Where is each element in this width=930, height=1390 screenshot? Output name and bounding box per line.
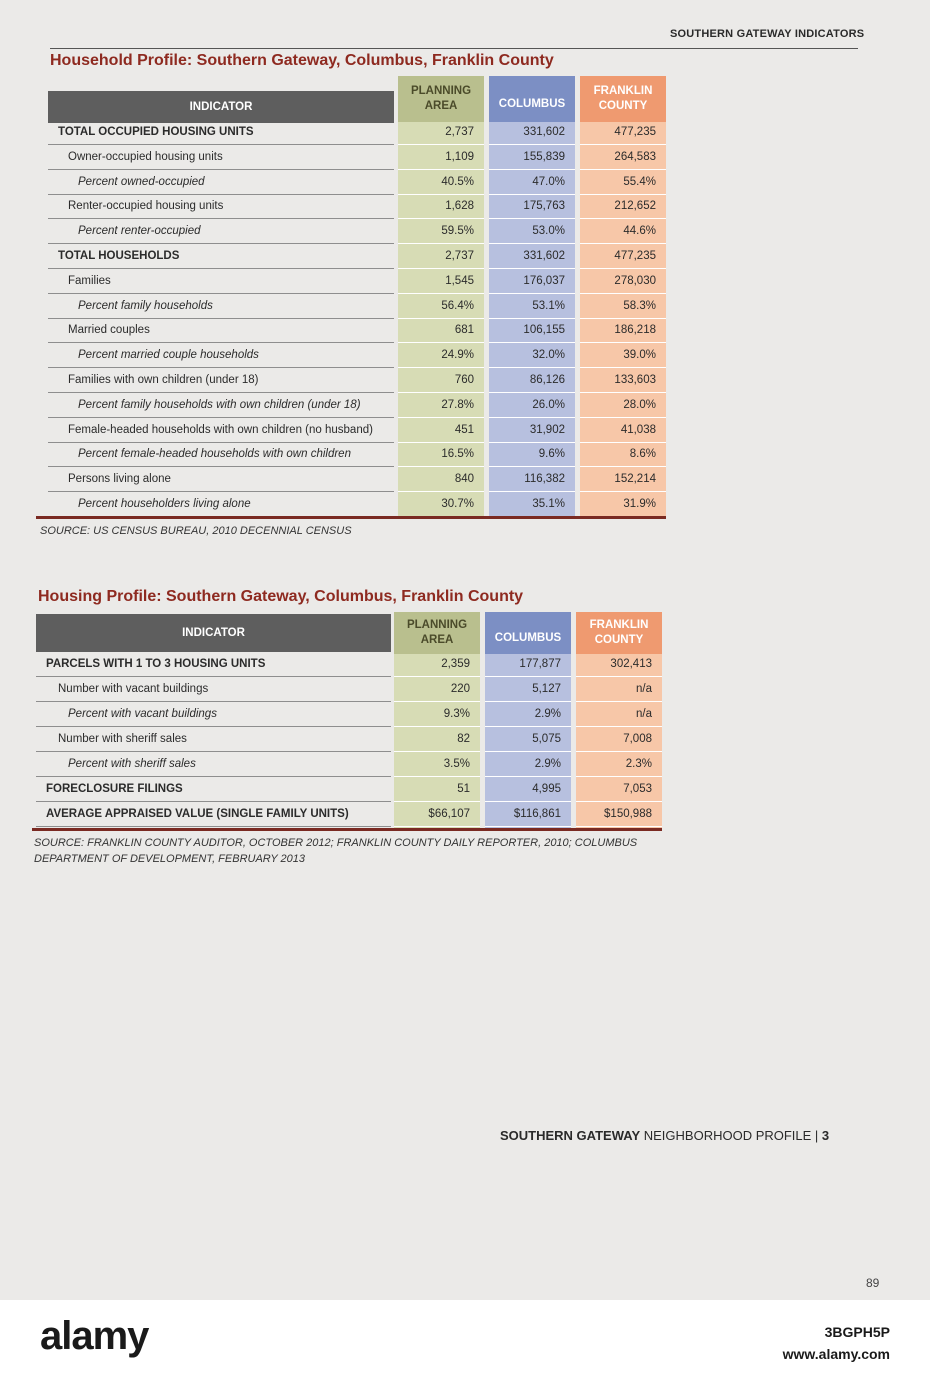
row-label: Number with vacant buildings bbox=[36, 677, 391, 702]
value-planning-area: 56.4% bbox=[398, 294, 484, 319]
value-planning-area: 1,109 bbox=[398, 145, 484, 170]
row-label: AVERAGE APPRAISED VALUE (SINGLE FAMILY UNITS) bbox=[36, 802, 391, 827]
housing-row bbox=[0, 727, 930, 752]
row-label: Percent renter-occupied bbox=[48, 219, 394, 244]
household-header-planning-area: PLANNING AREA bbox=[398, 76, 484, 122]
stock-id-block bbox=[783, 1322, 890, 1365]
housing-header-franklin-county: FRANKLIN COUNTY bbox=[576, 612, 662, 654]
row-label: Renter-occupied housing units bbox=[48, 194, 394, 219]
housing-header-indicator: INDICATOR bbox=[36, 614, 391, 652]
value-franklin-county: 152,214 bbox=[580, 467, 666, 492]
value-planning-area: 24.9% bbox=[398, 343, 484, 368]
row-label: Persons living alone bbox=[48, 467, 394, 492]
value-franklin-county: 31.9% bbox=[580, 492, 666, 517]
housing-row bbox=[0, 702, 930, 727]
household-source: SOURCE: US CENSUS BUREAU, 2010 DECENNIAL CENSUS bbox=[40, 525, 352, 537]
value-franklin-county: n/a bbox=[576, 702, 662, 727]
value-planning-area: 3.5% bbox=[394, 752, 480, 777]
household-row bbox=[0, 194, 930, 219]
value-planning-area: 760 bbox=[398, 368, 484, 393]
housing-bottom-rule bbox=[32, 828, 662, 831]
value-planning-area: 51 bbox=[394, 777, 480, 802]
household-header-indicator: INDICATOR bbox=[48, 91, 394, 123]
value-franklin-county: 41,038 bbox=[580, 418, 666, 443]
value-franklin-county: $150,988 bbox=[576, 802, 662, 827]
value-franklin-county: 28.0% bbox=[580, 393, 666, 418]
household-table-title: Household Profile: Southern Gateway, Columbus, Franklin County bbox=[50, 52, 554, 69]
housing-row bbox=[0, 802, 930, 827]
value-planning-area: 1,545 bbox=[398, 269, 484, 294]
value-franklin-county: n/a bbox=[576, 677, 662, 702]
row-label: Percent family households with own children (under 18) bbox=[48, 393, 394, 418]
housing-header-planning-area: PLANNING AREA bbox=[394, 612, 480, 654]
value-columbus: 116,382 bbox=[489, 467, 575, 492]
value-franklin-county: 477,235 bbox=[580, 244, 666, 269]
value-franklin-county: 264,583 bbox=[580, 145, 666, 170]
footer-page-number: 3 bbox=[821, 1128, 830, 1143]
value-franklin-county: 477,235 bbox=[580, 120, 666, 145]
value-franklin-county: 133,603 bbox=[580, 368, 666, 393]
household-row bbox=[0, 318, 930, 343]
value-planning-area: 82 bbox=[394, 727, 480, 752]
value-planning-area: 2,359 bbox=[394, 652, 480, 677]
value-columbus: 2.9% bbox=[485, 702, 571, 727]
value-columbus: 31,902 bbox=[489, 418, 575, 443]
row-label: Percent with sheriff sales bbox=[36, 752, 391, 777]
value-columbus: 5,127 bbox=[485, 677, 571, 702]
value-franklin-county: 8.6% bbox=[580, 442, 666, 467]
header-rule bbox=[50, 48, 858, 49]
row-label: TOTAL OCCUPIED HOUSING UNITS bbox=[48, 120, 394, 145]
household-row bbox=[0, 467, 930, 492]
value-columbus: $116,861 bbox=[485, 802, 571, 827]
value-columbus: 106,155 bbox=[489, 318, 575, 343]
value-columbus: 35.1% bbox=[489, 492, 575, 517]
value-planning-area: 16.5% bbox=[398, 442, 484, 467]
value-columbus: 32.0% bbox=[489, 343, 575, 368]
household-row bbox=[0, 343, 930, 368]
value-planning-area: 27.8% bbox=[398, 393, 484, 418]
value-columbus: 86,126 bbox=[489, 368, 575, 393]
value-columbus: 2.9% bbox=[485, 752, 571, 777]
row-label: Percent householders living alone bbox=[48, 492, 394, 517]
value-columbus: 26.0% bbox=[489, 393, 575, 418]
value-franklin-county: 2.3% bbox=[576, 752, 662, 777]
stock-logo: alamy bbox=[40, 1314, 149, 1358]
value-franklin-county: 7,053 bbox=[576, 777, 662, 802]
row-label: Owner-occupied housing units bbox=[48, 145, 394, 170]
housing-source: SOURCE: FRANKLIN COUNTY AUDITOR, OCTOBER 2012; FRANKLIN COUNTY DAILY REPORTER, 2010; COLUMBUS DEPARTMENT OF DEVELOPMENT, FEBRUARY 2013 bbox=[34, 837, 638, 865]
household-row bbox=[0, 244, 930, 269]
value-columbus: 4,995 bbox=[485, 777, 571, 802]
household-header-columbus: COLUMBUS bbox=[489, 76, 575, 122]
value-franklin-county: 44.6% bbox=[580, 219, 666, 244]
value-franklin-county: 55.4% bbox=[580, 170, 666, 195]
value-planning-area: 840 bbox=[398, 467, 484, 492]
value-columbus: 155,839 bbox=[489, 145, 575, 170]
row-label: Percent with vacant buildings bbox=[36, 702, 391, 727]
household-row bbox=[0, 269, 930, 294]
row-label: Percent married couple households bbox=[48, 343, 394, 368]
value-planning-area: 2,737 bbox=[398, 244, 484, 269]
footer-title: NEIGHBORHOOD PROFILE | bbox=[640, 1128, 822, 1143]
footer-title-bold: SOUTHERN GATEWAY bbox=[500, 1128, 641, 1143]
row-label: Families with own children (under 18) bbox=[48, 368, 394, 393]
row-label: Families bbox=[48, 269, 394, 294]
value-planning-area: 220 bbox=[394, 677, 480, 702]
housing-row bbox=[0, 677, 930, 702]
value-columbus: 175,763 bbox=[489, 194, 575, 219]
row-label: Percent owned-occupied bbox=[48, 170, 394, 195]
row-label: FORECLOSURE FILINGS bbox=[36, 777, 391, 802]
value-planning-area: $66,107 bbox=[394, 802, 480, 827]
value-planning-area: 9.3% bbox=[394, 702, 480, 727]
value-franklin-county: 278,030 bbox=[580, 269, 666, 294]
housing-row bbox=[0, 752, 930, 777]
value-columbus: 47.0% bbox=[489, 170, 575, 195]
household-row bbox=[0, 120, 930, 145]
row-label: Number with sheriff sales bbox=[36, 727, 391, 752]
value-columbus: 331,602 bbox=[489, 120, 575, 145]
row-label: PARCELS WITH 1 TO 3 HOUSING UNITS bbox=[36, 652, 391, 677]
household-header-franklin-county: FRANKLIN COUNTY bbox=[580, 76, 666, 122]
household-row bbox=[0, 368, 930, 393]
value-columbus: 5,075 bbox=[485, 727, 571, 752]
stock-image-id: 3BGPH5P bbox=[824, 1324, 890, 1340]
value-columbus: 176,037 bbox=[489, 269, 575, 294]
value-franklin-county: 58.3% bbox=[580, 294, 666, 319]
value-columbus: 53.0% bbox=[489, 219, 575, 244]
value-franklin-county: 7,008 bbox=[576, 727, 662, 752]
value-planning-area: 59.5% bbox=[398, 219, 484, 244]
household-bottom-rule bbox=[36, 516, 666, 519]
household-row bbox=[0, 170, 930, 195]
housing-row bbox=[0, 652, 930, 677]
page-footer bbox=[500, 1128, 829, 1143]
value-franklin-county: 39.0% bbox=[580, 343, 666, 368]
value-planning-area: 451 bbox=[398, 418, 484, 443]
household-row bbox=[0, 294, 930, 319]
household-row bbox=[0, 418, 930, 443]
value-columbus: 53.1% bbox=[489, 294, 575, 319]
value-columbus: 331,602 bbox=[489, 244, 575, 269]
value-planning-area: 30.7% bbox=[398, 492, 484, 517]
value-planning-area: 1,628 bbox=[398, 194, 484, 219]
housing-row bbox=[0, 777, 930, 802]
housing-header-columbus: COLUMBUS bbox=[485, 612, 571, 654]
stock-site: www.alamy.com bbox=[782, 1345, 890, 1362]
value-franklin-county: 302,413 bbox=[576, 652, 662, 677]
value-franklin-county: 186,218 bbox=[580, 318, 666, 343]
row-label: TOTAL HOUSEHOLDS bbox=[48, 244, 394, 269]
housing-table-title: Housing Profile: Southern Gateway, Columbus, Franklin County bbox=[38, 588, 524, 605]
household-row bbox=[0, 219, 930, 244]
row-label: Percent female-headed households with own children bbox=[48, 442, 394, 467]
value-planning-area: 2,737 bbox=[398, 120, 484, 145]
row-label: Married couples bbox=[48, 318, 394, 343]
value-columbus: 9.6% bbox=[489, 442, 575, 467]
value-columbus: 177,877 bbox=[485, 652, 571, 677]
folio-number: 89 bbox=[866, 1276, 880, 1290]
value-planning-area: 40.5% bbox=[398, 170, 484, 195]
household-row bbox=[0, 393, 930, 418]
household-row bbox=[0, 492, 930, 517]
household-row bbox=[0, 145, 930, 170]
row-label: Percent family households bbox=[48, 294, 394, 319]
value-franklin-county: 212,652 bbox=[580, 194, 666, 219]
row-label: Female-headed households with own children (no husband) bbox=[48, 418, 394, 443]
value-planning-area: 681 bbox=[398, 318, 484, 343]
household-row bbox=[0, 442, 930, 467]
running-head: SOUTHERN GATEWAY INDICATORS bbox=[670, 28, 865, 40]
